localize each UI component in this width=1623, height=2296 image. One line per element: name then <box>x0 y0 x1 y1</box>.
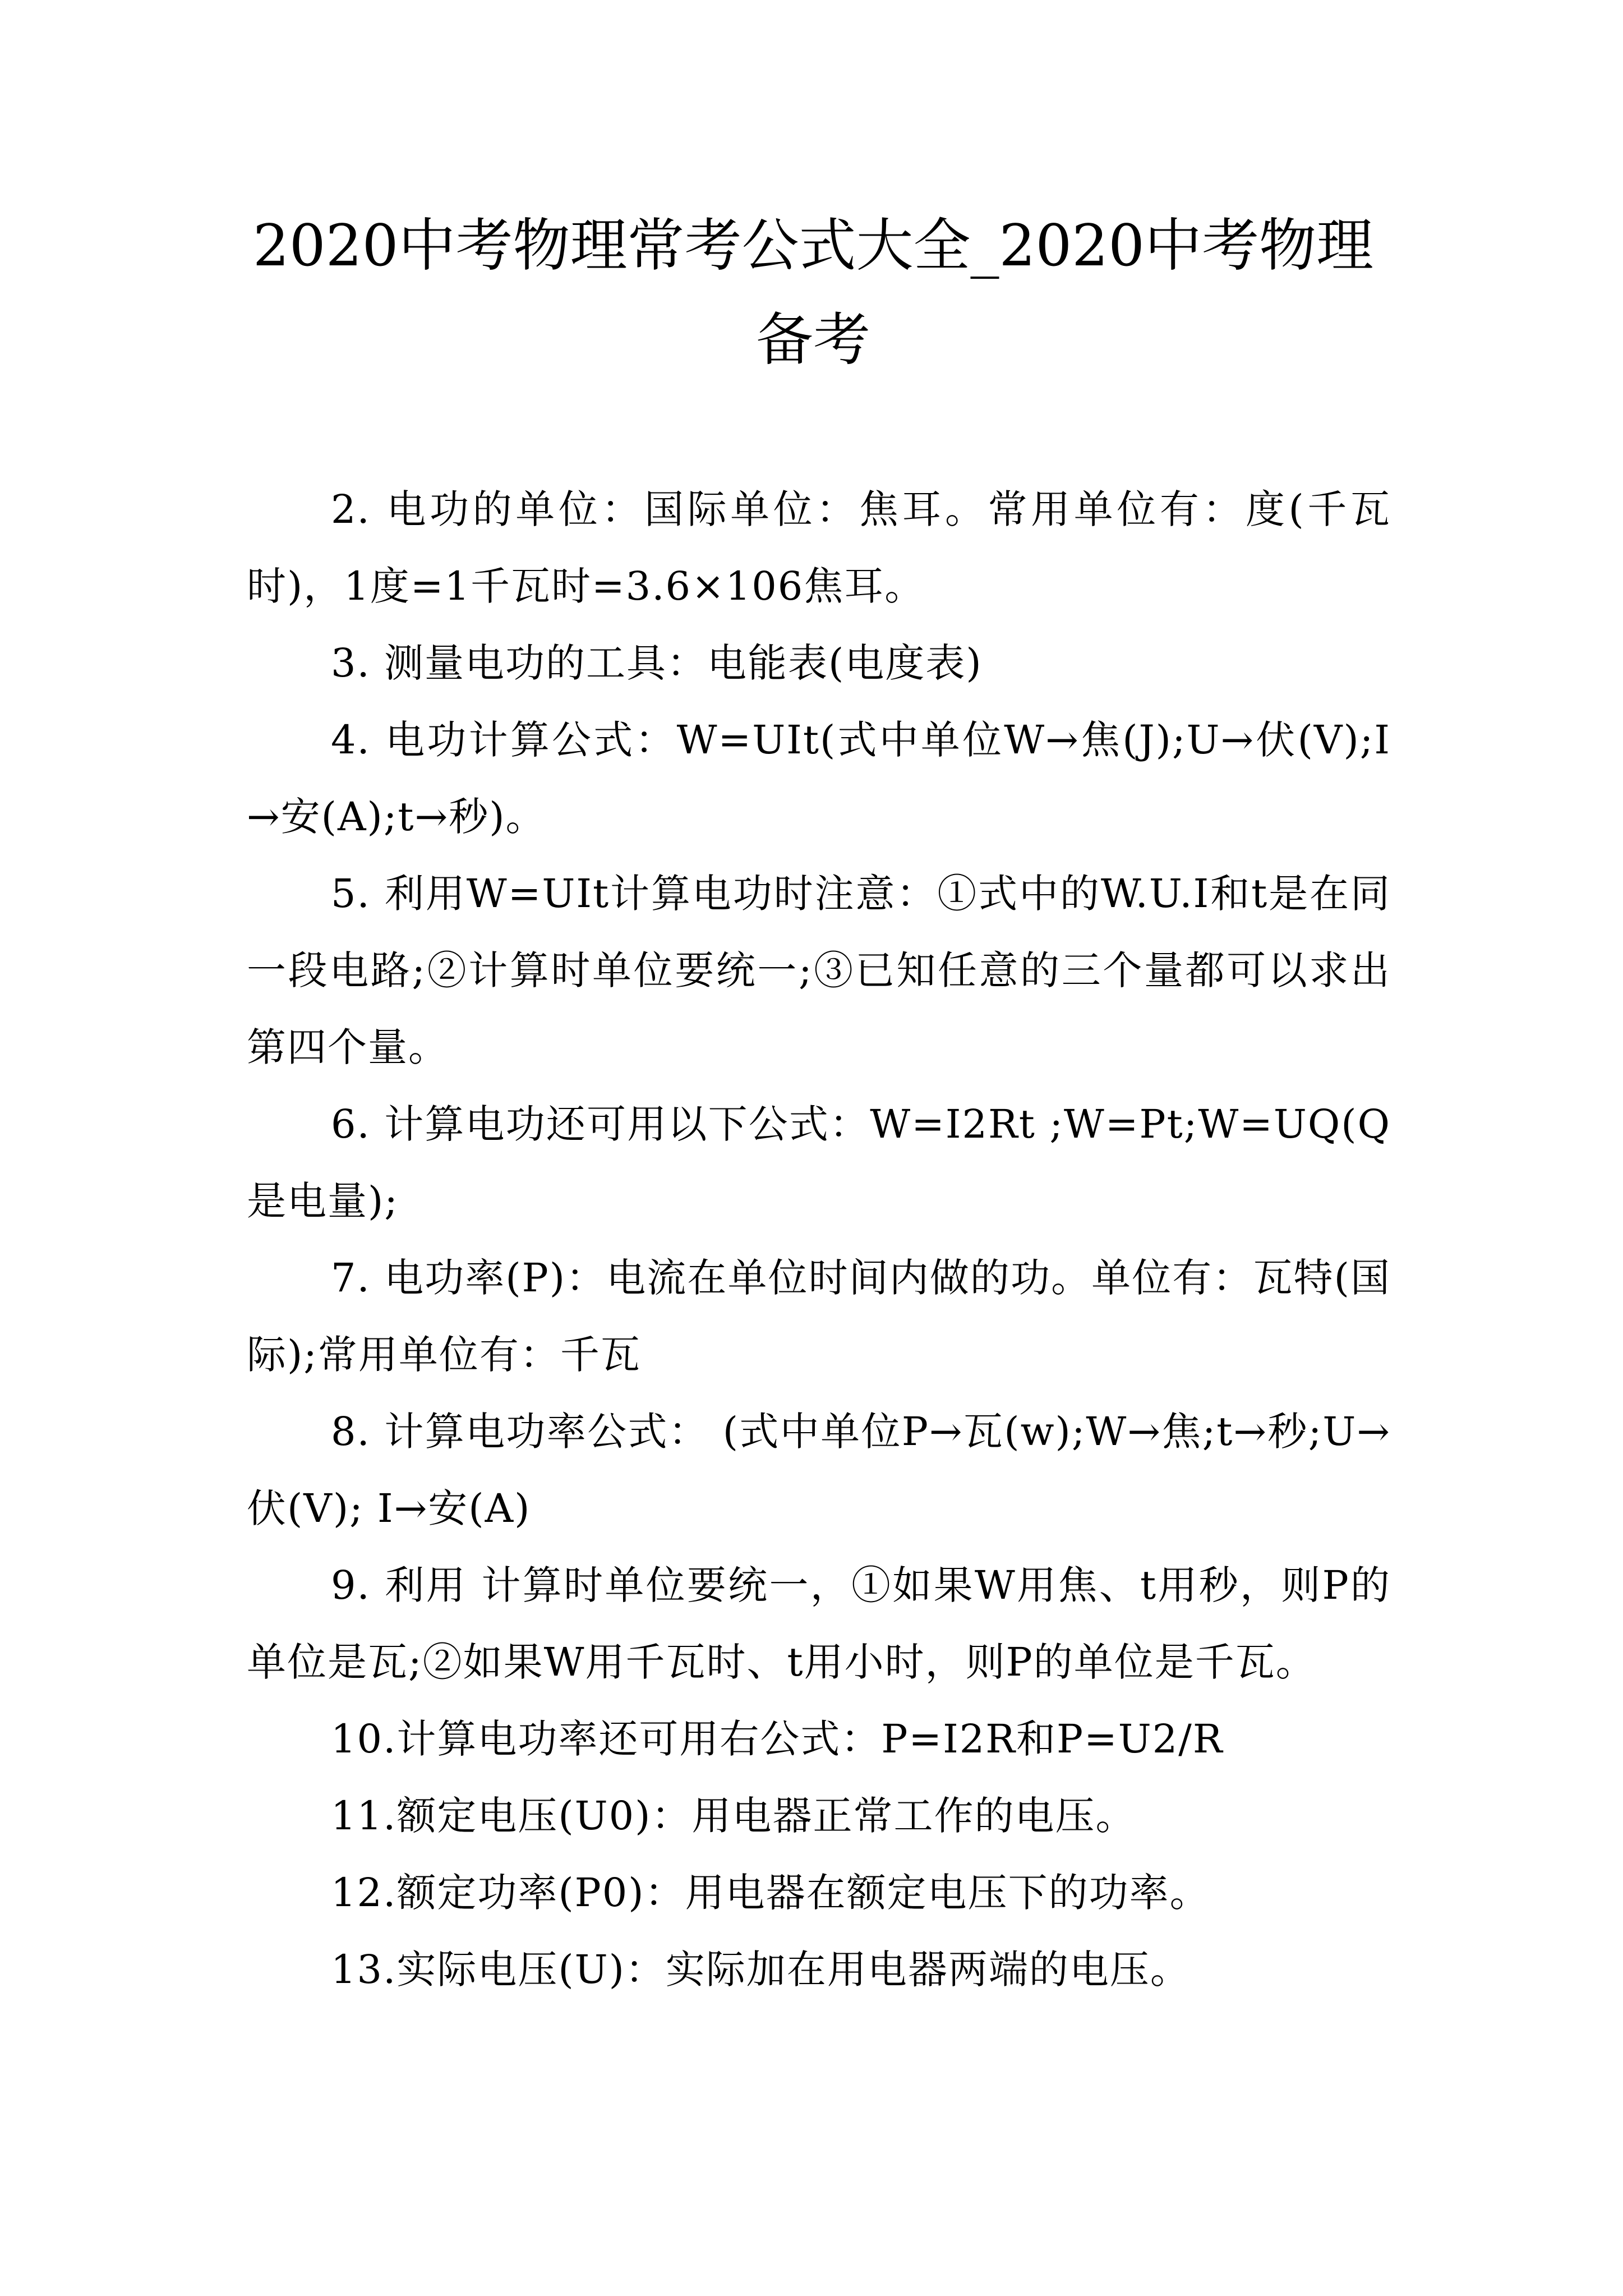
paragraph-9: 9. 利用 计算时单位要统一，①如果W用焦、t用秒，则P的单位是瓦;②如果W用千瓦时、t用小时，则P的单位是千瓦。 <box>247 1562 1391 1685</box>
paragraph-3: 3. 测量电功的工具：电能表(电度表) <box>331 640 983 686</box>
paragraph-6: 6. 计算电功还可用以下公式：W=I2Rt ;W=Pt;W=UQ(Q是电量); <box>247 1101 1391 1224</box>
paragraph-12: 12.额定功率(P0)：用电器在额定电压下的功率。 <box>331 1870 1210 1916</box>
paragraph-11: 11.额定电压(U0)：用电器正常工作的电压。 <box>331 1793 1136 1839</box>
paragraph-8: 8. 计算电功率公式： (式中单位P→瓦(w);W→焦;t→秒;U→伏(V); I→安(A) <box>247 1409 1391 1531</box>
paragraph-13: 13.实际电压(U)：实际加在用电器两端的电压。 <box>331 1947 1191 1993</box>
paragraph-10: 10.计算电功率还可用右公式：P=I2R和P=U2/R <box>331 1716 1224 1762</box>
document-title: 2020中考物理常考公式大全_2020中考物理备考 <box>252 213 1374 374</box>
paragraph-2: 2. 电功的单位：国际单位：焦耳。常用单位有：度(千瓦时)，1度=1千瓦时=3.6×106焦耳。 <box>247 486 1391 609</box>
paragraph-4: 4. 电功计算公式：W=UIt(式中单位W→焦(J);U→伏(V);I→安(A);t→秒)。 <box>247 717 1391 840</box>
document-body <box>247 471 1391 2008</box>
paragraph-7: 7. 电功率(P)：电流在单位时间内做的功。单位有：瓦特(国际);常用单位有：千瓦 <box>247 1255 1391 1378</box>
paragraph-5: 5. 利用W=UIt计算电功时注意：①式中的W.U.I和t是在同一段电路;②计算时单位要统一;③已知任意的三个量都可以求出第四个量。 <box>247 871 1391 1070</box>
